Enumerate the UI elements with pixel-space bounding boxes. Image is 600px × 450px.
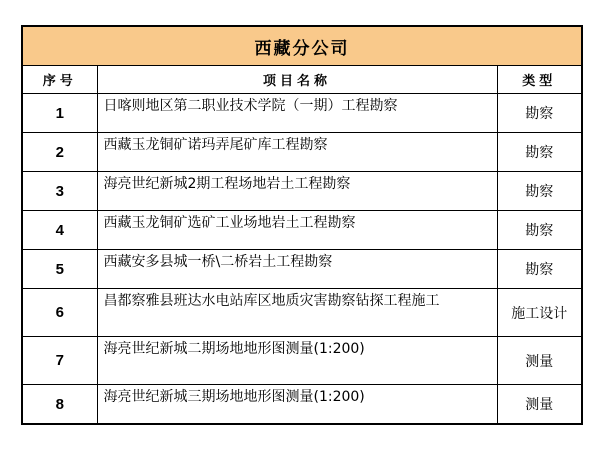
row-number: 2 bbox=[22, 133, 97, 172]
project-name: 海亮世纪新城三期场地地形图测量(1:200) bbox=[97, 385, 497, 425]
table-row bbox=[22, 211, 582, 250]
row-number: 6 bbox=[22, 289, 97, 337]
table-row bbox=[22, 250, 582, 289]
row-number: 7 bbox=[22, 337, 97, 385]
project-type: 勘察 bbox=[497, 133, 582, 172]
projects-table bbox=[21, 25, 583, 425]
header-name: 项目名称 bbox=[97, 66, 497, 94]
table-row bbox=[22, 172, 582, 211]
table-row bbox=[22, 289, 582, 337]
table-row bbox=[22, 133, 582, 172]
project-name: 海亮世纪新城2期工程场地岩土工程勘察 bbox=[97, 172, 497, 211]
project-type: 测量 bbox=[497, 385, 582, 425]
table-row bbox=[22, 94, 582, 133]
project-name: 西藏玉龙铜矿选矿工业场地岩土工程勘察 bbox=[97, 211, 497, 250]
project-type: 勘察 bbox=[497, 211, 582, 250]
project-type: 勘察 bbox=[497, 94, 582, 133]
project-name: 海亮世纪新城二期场地地形图测量(1:200) bbox=[97, 337, 497, 385]
row-number: 4 bbox=[22, 211, 97, 250]
project-type: 测量 bbox=[497, 337, 582, 385]
project-type: 勘察 bbox=[497, 172, 582, 211]
row-number: 8 bbox=[22, 385, 97, 425]
row-number: 5 bbox=[22, 250, 97, 289]
project-name: 西藏安多县城一桥\二桥岩土工程勘察 bbox=[97, 250, 497, 289]
table-row bbox=[22, 385, 582, 425]
project-name: 日喀则地区第二职业技术学院（一期）工程勘察 bbox=[97, 94, 497, 133]
row-number: 3 bbox=[22, 172, 97, 211]
project-name: 西藏玉龙铜矿诺玛弄尾矿库工程勘察 bbox=[97, 133, 497, 172]
project-type: 勘察 bbox=[497, 250, 582, 289]
table-row bbox=[22, 337, 582, 385]
header-no: 序号 bbox=[22, 66, 97, 94]
project-type: 施工设计 bbox=[497, 289, 582, 337]
table-title: 西藏分公司 bbox=[22, 26, 582, 66]
table-header-row bbox=[22, 66, 582, 94]
project-name: 昌都察雅县班达水电站库区地质灾害勘察钻探工程施工 bbox=[97, 289, 497, 337]
row-number: 1 bbox=[22, 94, 97, 133]
header-type: 类型 bbox=[497, 66, 582, 94]
table-title-row bbox=[22, 26, 582, 66]
